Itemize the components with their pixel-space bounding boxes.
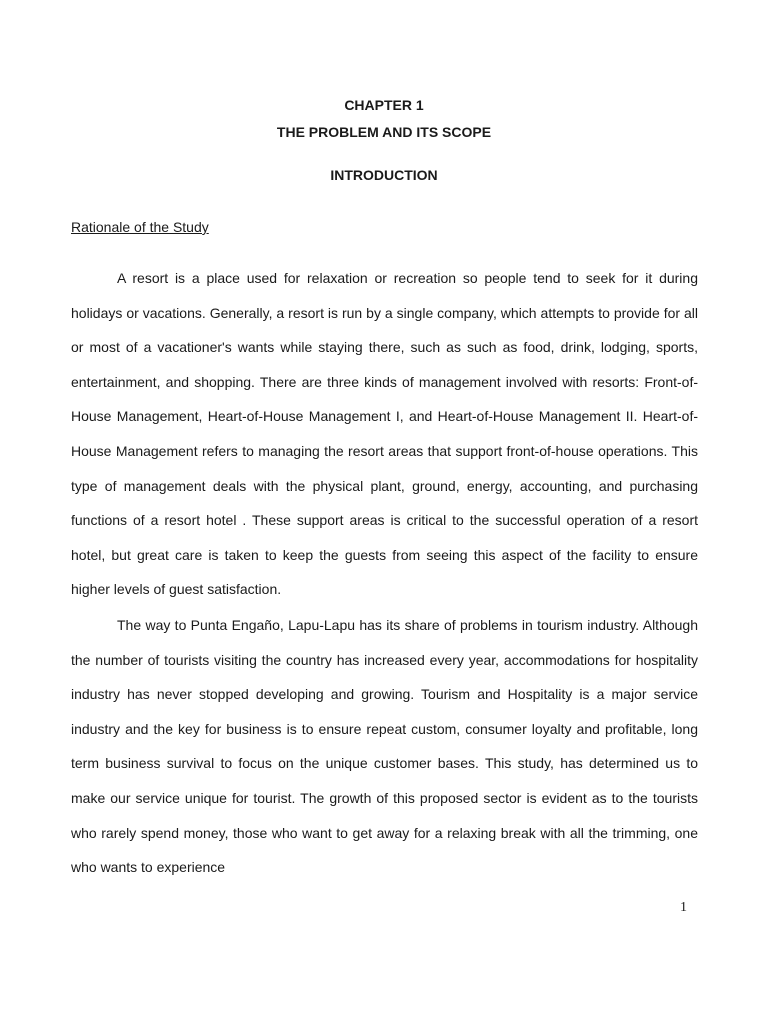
chapter-label: CHAPTER 1 xyxy=(344,97,424,113)
section-title: INTRODUCTION xyxy=(330,167,438,183)
body-paragraph: A resort is a place used for relaxation or recreation so people tend to seek for it during holidays or vacations. Generally, a resort is run by a single company, which attempts to provide for all or most of a vacationer's wants while staying there, such as such as food, drink, lodging, sports, entertainment, and shopping. There are three kinds of management involved with resorts: Front-of-House Management, Heart-of-House Management I, and Heart-of-House Management II. Heart-of-House Management refers to managing the resort areas that support front-of-house operations. This type of management deals with the physical plant, ground, energy, accounting, and purchasing functions of a resort hotel . These support areas is critical to the successful operation of a resort hotel, but great care is taken to keep the guests from seeing this aspect of the facility to ensure higher levels of guest satisfaction. xyxy=(71,270,698,598)
subsection-title: Rationale of the Study xyxy=(71,219,209,235)
chapter-title: THE PROBLEM AND ITS SCOPE xyxy=(276,124,492,140)
body-paragraph: The way to Punta Engaño, Lapu-Lapu has its share of problems in tourism industry. Although the number of tourists visiting the country has increased every year, accommodations for hospitality industry has never stopped developing and growing. Tourism and Hospitality is a major service industry and the key for business is to ensure repeat custom, consumer loyalty and profitable, long term business survival to focus on the unique customer bases. This study, has determined us to make our service unique for tourist. The growth of this proposed sector is evident as to the tourists who rarely spend money, those who want to get away for a relaxing break with all the trimming, one who wants to experience xyxy=(71,617,698,876)
page-number: 1 xyxy=(680,900,687,915)
